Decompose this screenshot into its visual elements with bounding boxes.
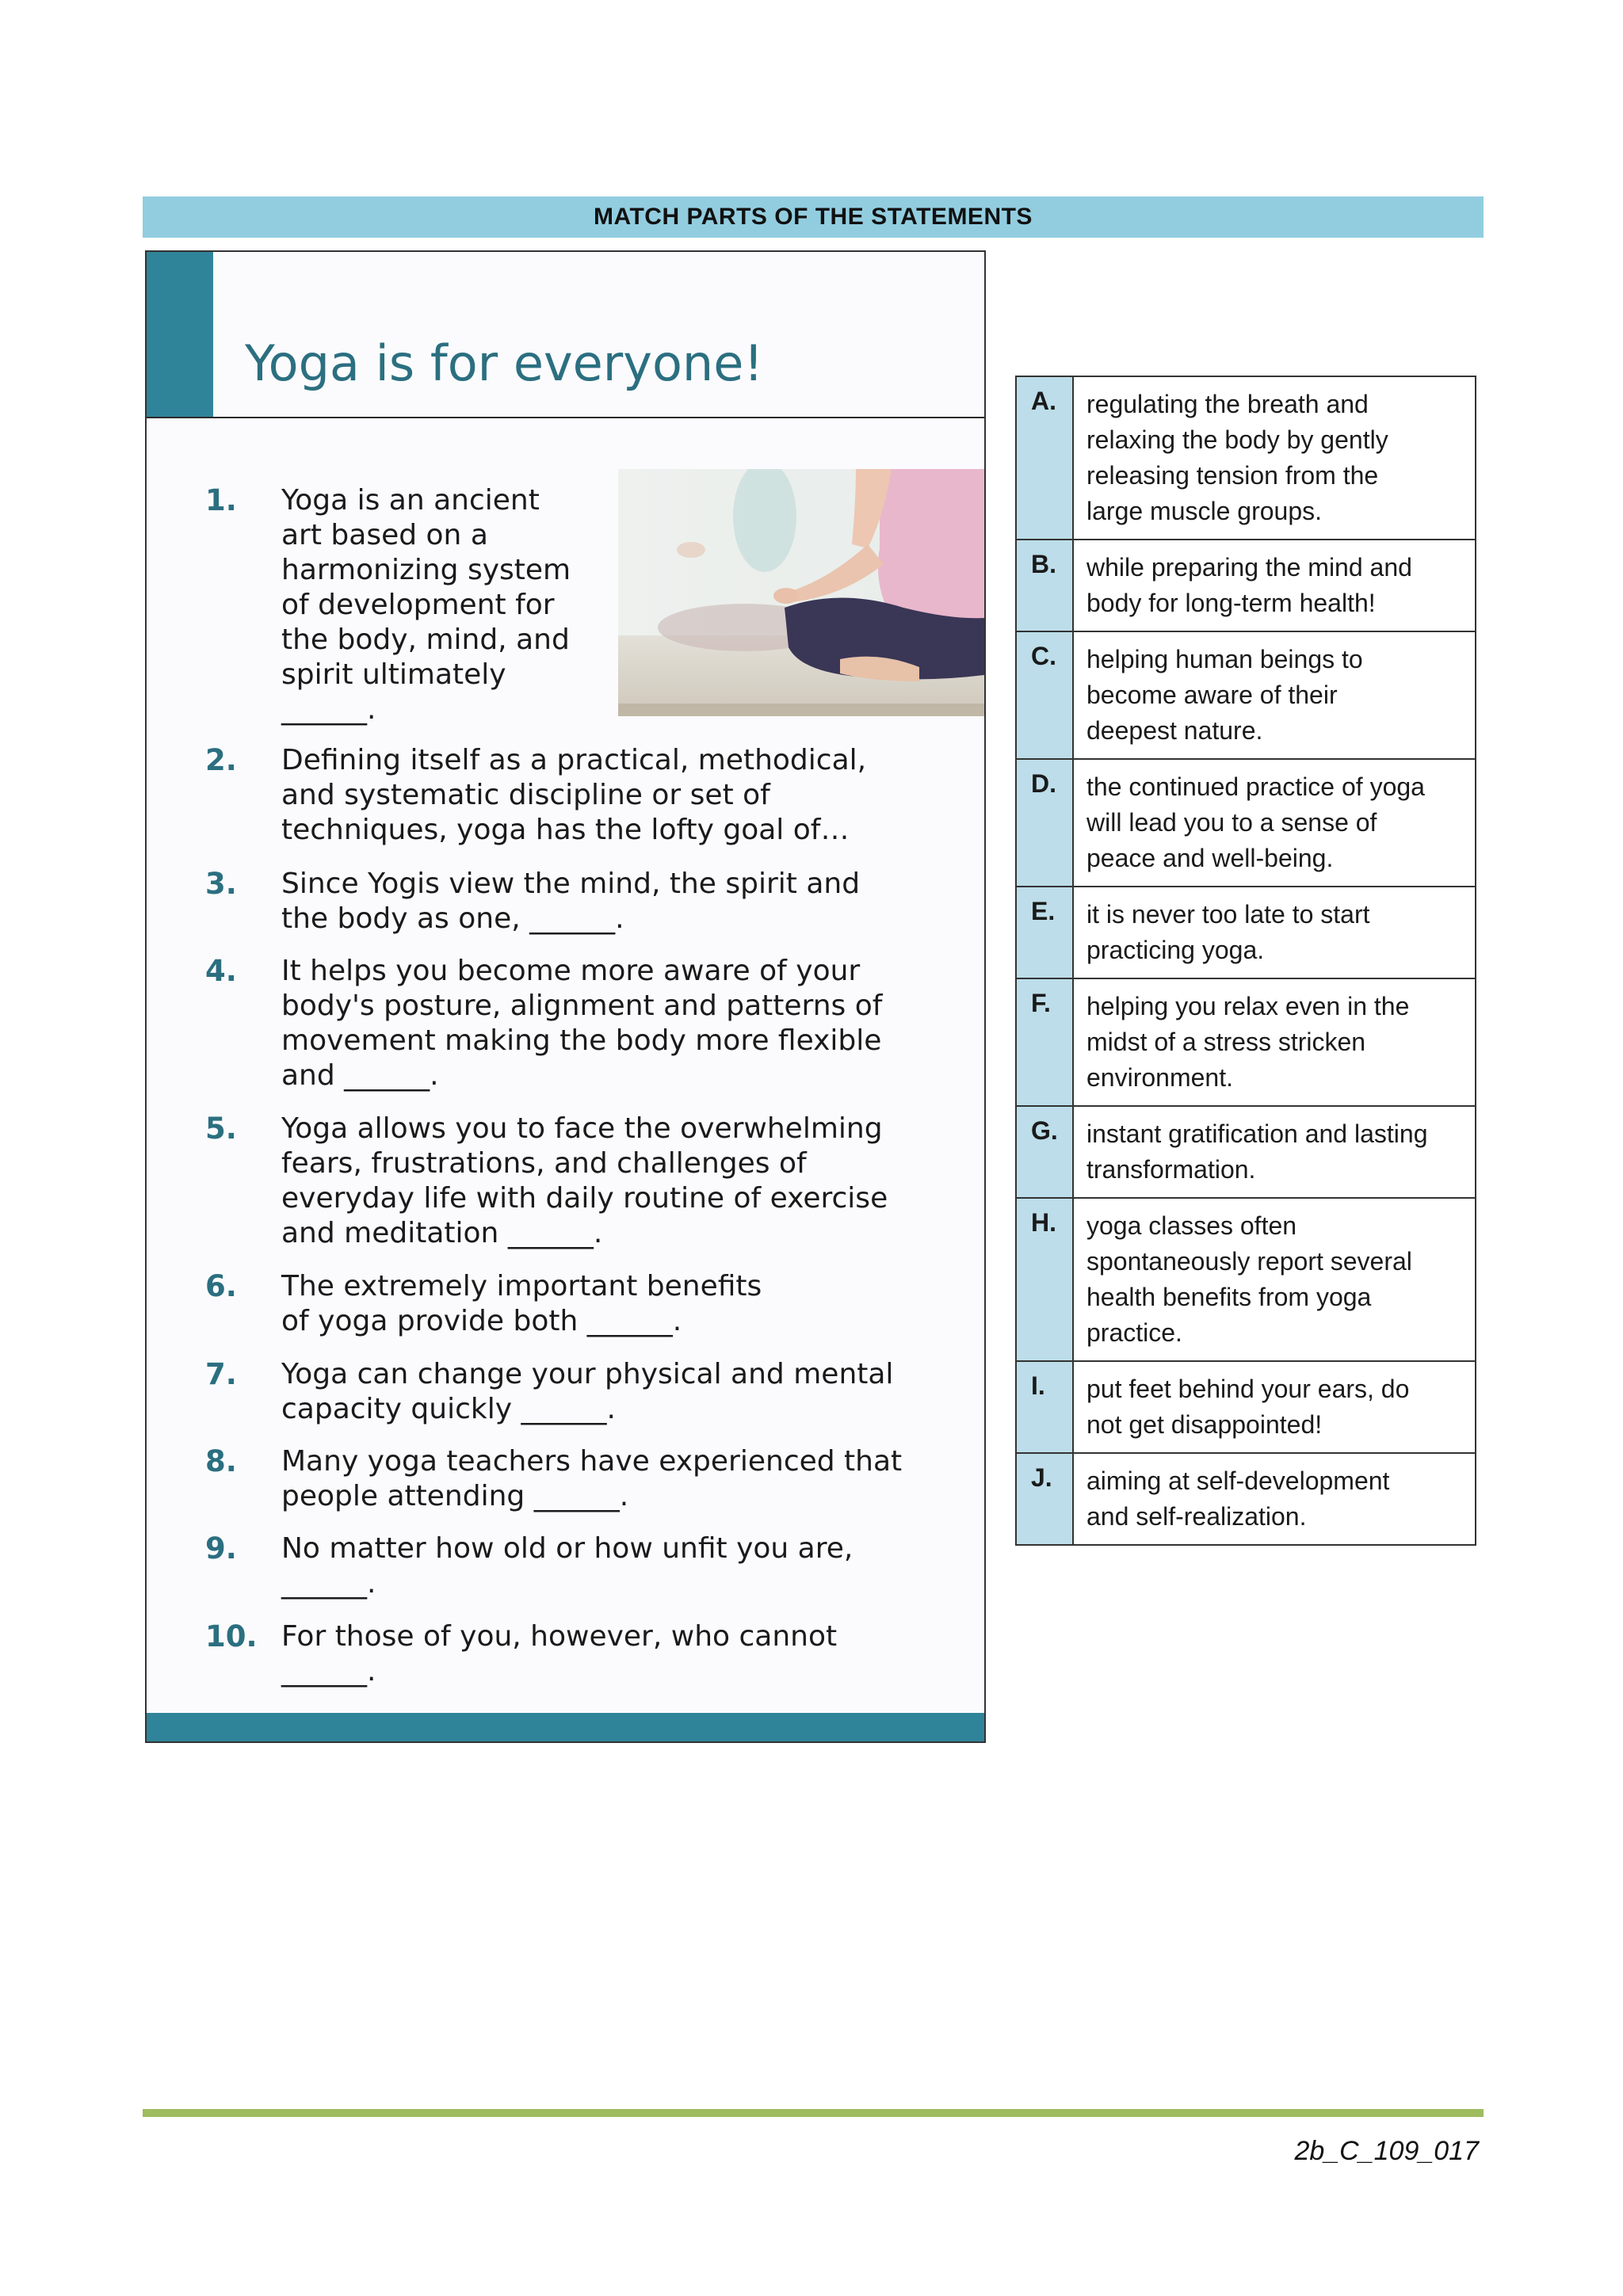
options-table (1015, 376, 1476, 1546)
option-letter: G. (1016, 1106, 1073, 1198)
option-text: helping you relax even in the midst of a stress stricken environment. (1073, 978, 1476, 1106)
option-letter: H. (1016, 1198, 1073, 1361)
list-item (205, 1269, 762, 1339)
item-number: 3. (205, 867, 237, 901)
item-text: It helps you become more aware of your body's posture, alignment and patterns of movement making the body more flexible and ______. (281, 955, 883, 1092)
slide-footer-bar (147, 1713, 984, 1741)
table-row (1016, 540, 1476, 631)
item-text: The extremely important benefits of yoga provide both ______. (281, 1270, 762, 1337)
item-text: Many yoga teachers have experienced that people attending ______. (281, 1445, 903, 1512)
option-text: helping human beings to become aware of their deepest nature. (1073, 631, 1476, 759)
option-letter: F. (1016, 978, 1073, 1106)
list-item (205, 743, 866, 848)
item-number: 4. (205, 954, 237, 988)
worksheet-title: MATCH PARTS OF THE STATEMENTS (594, 204, 1033, 230)
option-letter: I. (1016, 1361, 1073, 1453)
table-row (1016, 376, 1476, 540)
list-item (205, 1357, 893, 1427)
item-number: 8. (205, 1444, 237, 1478)
list-item (205, 867, 860, 936)
option-letter: A. (1016, 376, 1073, 540)
list-item (205, 483, 571, 727)
table-row (1016, 887, 1476, 978)
worksheet-header (143, 196, 1484, 238)
slide-title: Yoga is for everyone! (245, 334, 764, 392)
item-number: 10. (205, 1619, 258, 1653)
item-text: Yoga allows you to face the overwhelming fears, frustrations, and challenges of everyday life with daily routine of exercise and meditation ______. (281, 1112, 888, 1249)
item-text: No matter how old or how unfit you are, ______. (281, 1532, 854, 1600)
list-item (205, 1619, 837, 1689)
item-number: 6. (205, 1269, 237, 1303)
option-text: yoga classes often spontaneously report several health benefits from yoga practice. (1073, 1198, 1476, 1361)
table-row (1016, 1453, 1476, 1545)
option-letter: E. (1016, 887, 1073, 978)
item-text: Since Yogis view the mind, the spirit and the body as one, ______. (281, 868, 861, 935)
item-text: Defining itself as a practical, methodical, and systematic discipline or set of techniques, yoga has the lofty goal of… (281, 744, 867, 846)
item-text: Yoga can change your physical and mental capacity quickly ______. (281, 1358, 894, 1425)
table-row (1016, 1361, 1476, 1453)
table-row (1016, 1198, 1476, 1361)
option-text: regulating the breath and relaxing the body by gently releasing tension from the large muscle groups. (1073, 376, 1476, 540)
statement-list (147, 252, 984, 1741)
document-code: 2b_C_109_017 (1294, 2136, 1479, 2166)
item-number: 1. (205, 483, 237, 517)
item-number: 5. (205, 1112, 237, 1146)
footer-divider (143, 2109, 1484, 2117)
option-text: put feet behind your ears, do not get disappointed! (1073, 1361, 1476, 1453)
table-row (1016, 759, 1476, 887)
option-letter: J. (1016, 1453, 1073, 1545)
option-text: the continued practice of yoga will lead you to a sense of peace and well-being. (1073, 759, 1476, 887)
option-text: while preparing the mind and body for long-term health! (1073, 540, 1476, 631)
option-letter: B. (1016, 540, 1073, 631)
list-item (205, 1531, 853, 1601)
option-letter: C. (1016, 631, 1073, 759)
item-number: 2. (205, 743, 237, 777)
item-text: For those of you, however, who cannot ______. (281, 1620, 838, 1688)
option-text: aiming at self-development and self-realization. (1073, 1453, 1476, 1545)
table-row (1016, 631, 1476, 759)
item-number: 7. (205, 1357, 237, 1391)
table-row (1016, 1106, 1476, 1198)
list-item (205, 1444, 902, 1514)
table-row (1016, 978, 1476, 1106)
option-text: it is never too late to start practicing yoga. (1073, 887, 1476, 978)
yoga-slide (145, 250, 986, 1743)
item-text: Yoga is an ancient art based on a harmonizing system of development for the body, mind, and spirit ultimately ______. (281, 484, 571, 726)
list-item (205, 1112, 888, 1251)
option-text: instant gratification and lasting transformation. (1073, 1106, 1476, 1198)
item-number: 9. (205, 1531, 237, 1566)
option-letter: D. (1016, 759, 1073, 887)
list-item (205, 954, 882, 1093)
